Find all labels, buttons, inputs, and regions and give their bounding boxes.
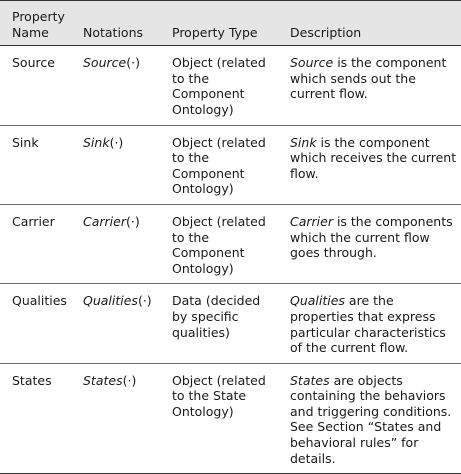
cell-notation	[71, 363, 160, 474]
description-text: are objects containing the behaviors and triggering conditions. See Section “States and behavioral rules” for details.	[290, 372, 452, 466]
cell-property-name: Sink	[0, 125, 71, 204]
cell-description	[278, 204, 461, 283]
notation-argument: (·)	[109, 134, 124, 150]
cell-property-type: Object (related to the Component Ontology)	[160, 204, 278, 283]
cell-description	[278, 363, 461, 474]
notation-argument: (·)	[125, 213, 140, 229]
table-row	[0, 284, 461, 363]
cell-notation	[71, 125, 160, 204]
cell-notation	[71, 46, 160, 125]
header-property-name: Property Name	[0, 1, 71, 46]
cell-notation	[71, 284, 160, 363]
description-text: is the component which receives the current flow.	[290, 134, 457, 181]
description-text: is the component which sends out the current flow.	[290, 55, 447, 102]
cell-description	[278, 125, 461, 204]
notation-function: Source	[83, 55, 127, 71]
header-description: Description	[278, 1, 461, 46]
table-row	[0, 363, 461, 474]
description-term: Carrier	[290, 213, 333, 229]
table-row	[0, 46, 461, 125]
cell-property-type: Object (related to the Component Ontology)	[160, 46, 278, 125]
header-property-type: Property Type	[160, 1, 278, 46]
notation-argument: (·)	[122, 372, 137, 388]
cell-property-type: Object (related to the Component Ontology)	[160, 125, 278, 204]
cell-notation	[71, 204, 160, 283]
cell-description	[278, 46, 461, 125]
table-row	[0, 204, 461, 283]
cell-property-name: States	[0, 363, 71, 474]
notation-function: Qualities	[83, 293, 138, 309]
cell-property-name: Source	[0, 46, 71, 125]
notation-argument: (·)	[126, 55, 140, 71]
cell-property-name: Qualities	[0, 284, 71, 363]
description-term: States	[290, 372, 330, 388]
table-header-row	[0, 1, 461, 46]
notation-argument: (·)	[137, 293, 152, 309]
cell-property-name: Carrier	[0, 204, 71, 283]
cell-property-type: Data (decided by specific qualities)	[160, 284, 278, 363]
notation-function: Sink	[83, 134, 110, 150]
description-term: Source	[290, 55, 334, 71]
notation-function: States	[83, 372, 123, 388]
header-notations: Notations	[71, 1, 160, 46]
table-row	[0, 125, 461, 204]
description-text: are the properties that express particular characteristics of the current flow.	[290, 293, 446, 356]
description-term: Sink	[290, 134, 317, 150]
description-text: is the components which the current flow goes through.	[290, 213, 453, 261]
description-term: Qualities	[290, 293, 345, 309]
notation-function: Carrier	[83, 213, 126, 229]
cell-property-type: Object (related to the State Ontology)	[160, 363, 278, 474]
cell-description	[278, 284, 461, 363]
